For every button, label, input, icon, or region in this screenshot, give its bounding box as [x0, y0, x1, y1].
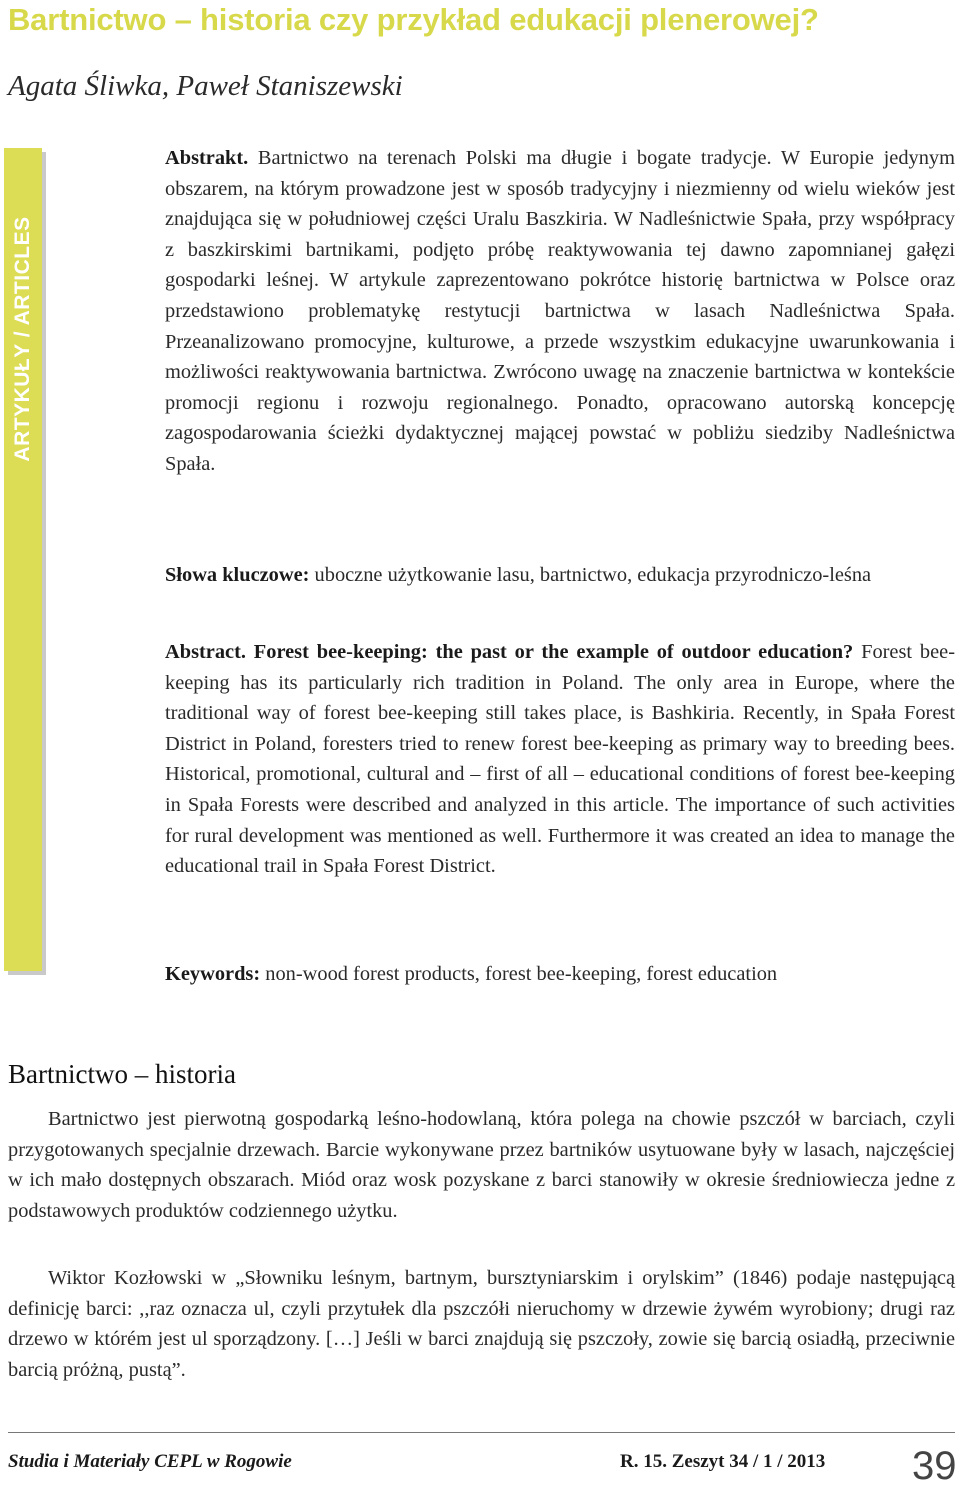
page-number: 39	[912, 1444, 957, 1488]
footer-divider	[8, 1432, 955, 1433]
keywords-en	[165, 959, 955, 990]
footer-journal: Studia i Materiały CEPL w Rogowie	[8, 1451, 292, 1472]
keywords-en-text: non-wood forest products, forest bee-keeping, forest education	[265, 963, 778, 985]
body-paragraph: Wiktor Kozłowski w „Słowniku leśnym, bartnym, bursztyniarskim i orylskim” (1846) podaje następującą definicję barci: ,,raz oznacza ul, czyli przytułek dla pszczółi nieruchomy w drzewie żywém wyrobiony; drugi raz drzewo w którém jest ul sporządzony. […] Jeśli w barci znajdują się pszczoły, zowie się barcią osiadłą, przeciwnie barcią próżną, pustą”.	[8, 1267, 955, 1381]
abstract-en-label: Abstract. Forest bee-keeping: the past or the example of outdoor education?	[165, 641, 854, 663]
keywords-pl-label: Słowa kluczowe:	[165, 564, 310, 586]
keywords-en-label: Keywords:	[165, 963, 261, 985]
article-authors: Agata Śliwka, Paweł Staniszewski	[8, 70, 403, 102]
keywords-pl	[165, 560, 955, 591]
abstract-pl-label: Abstrakt.	[165, 147, 249, 169]
article-title: Bartnictwo – historia czy przykład edukacji plenerowej?	[8, 2, 819, 37]
footer-issue: R. 15. Zeszyt 34 / 1 / 2013	[620, 1451, 826, 1472]
body-paragraph: Bartnictwo jest pierwotną gospodarką leśno-hodowlaną, która polega na chowie pszczół w barciach, czyli przygotowanych specjalnie drzewach. Barcie wykonywane przez bartników usytuowane były w lasach, najczęściej w ich mało dostępnych obszarach. Miód oraz wosk pozyskane z barci stanowiły w okresie średniowiecza jedne z podstawowych produktów codziennego użytku.	[8, 1108, 955, 1222]
sidebar-section-label: ARTYKUŁY / ARTICLES	[11, 216, 34, 462]
keywords-pl-text: uboczne użytkowanie lasu, bartnictwo, edukacja przyrodniczo-leśna	[314, 564, 872, 586]
abstract-pl-text: Bartnictwo na terenach Polski ma długie i bogate tradycje. W Europie jedynym obszarem, na którym prowadzone jest w sposób tradycyjny i niezmienny od wielu wieków jest znajdująca się w południowej części Uralu Baszkiria. W Nadleśnictwie Spała, przy współpracy z baszkirskimi bartnikami, podjęto próbę reaktywowania tej dawno zapomnianej gałęzi gospodarki leśnej. W artykule zaprezentowano pokrótce historię bartnictwa w Polsce oraz przedstawiono problematykę restytucji bartnictwa w lasach Nadleśnictwa Spała. Przeanalizowano promocyjne, kulturowe, a przede wszystkim edukacyjne uwarunkowania i możliwości reaktywowania bartnictwa. Zwrócono uwagę na znaczenie bartnictwa w kontekście promocji regionu i rozwoju regionalnego. Ponadto, opracowano autorską koncepcję zagospodarowania ścieżki dydaktycznej mającej powstać w pobliżu siedziby Nadleśnictwa Spała.	[165, 147, 955, 475]
abstract-en-text: Forest bee-keeping has its particularly rich tradition in Poland. The only area in Europe, where the traditional way of forest bee-keeping still takes place, is Bashkiria. Recently, in Spała Forest District in Poland, foresters tried to renew forest bee-keeping as primary way to breeding bees. Historical, promotional, cultural and – first of all – educational conditions of forest bee-keeping in Spała Forests were described and analyzed in this article. The importance of such activities for rural development was mentioned as well. Furthermore it was created an idea to manage the educational trail in Spała Forest District.	[165, 641, 956, 878]
abstract-pl	[165, 143, 955, 480]
section-heading: Bartnictwo – historia	[8, 1059, 236, 1089]
abstract-en	[165, 637, 955, 882]
